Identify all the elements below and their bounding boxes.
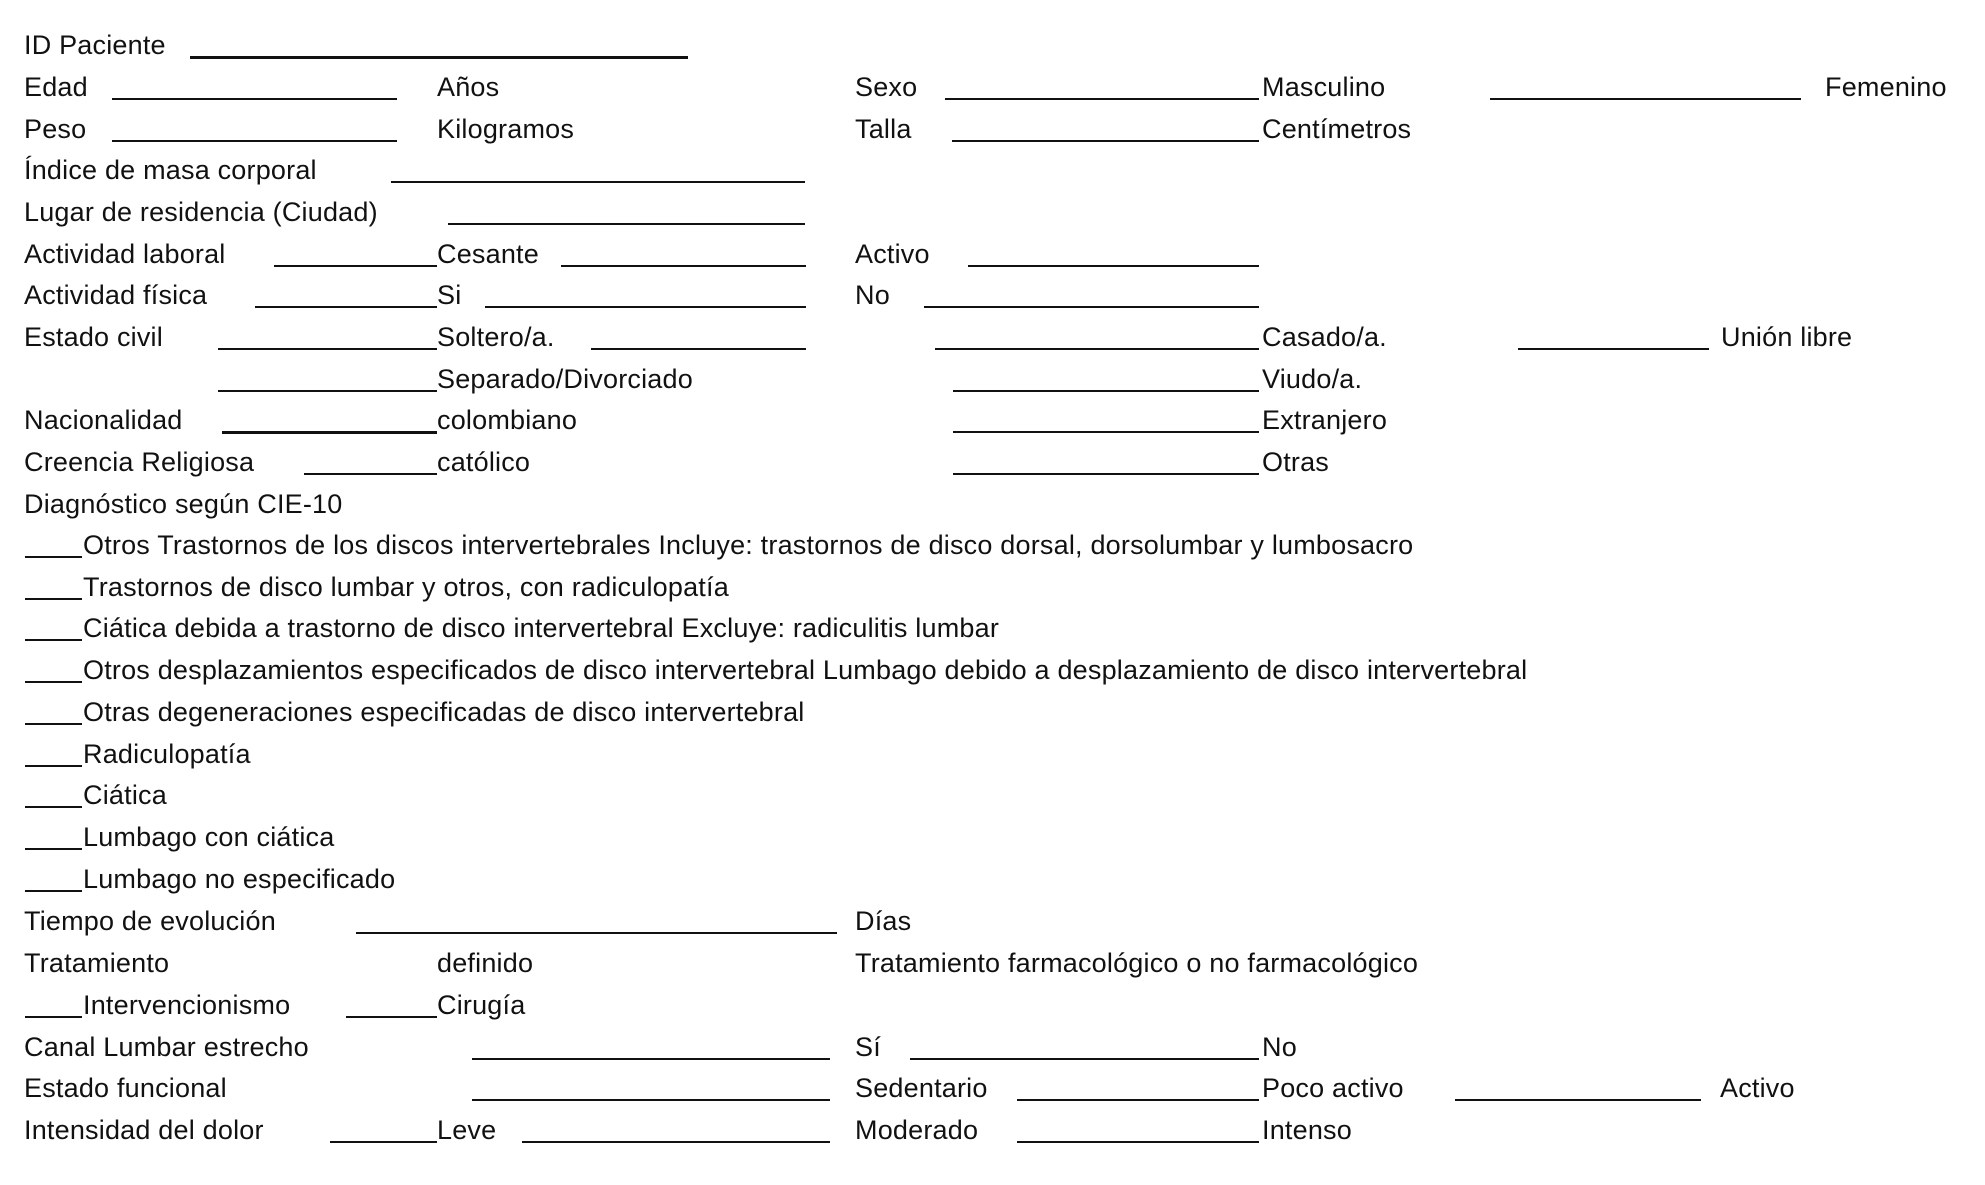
work-active-option: Activo — [855, 239, 930, 269]
religion-catholic-field[interactable] — [304, 473, 437, 475]
treatment-surgery-field[interactable] — [346, 1016, 437, 1018]
patient-id-field[interactable] — [190, 56, 688, 59]
religion-catholic-option: católico — [437, 447, 531, 477]
sex-male-field[interactable] — [945, 98, 1259, 100]
physical-yes-field[interactable] — [255, 306, 437, 308]
religion-other-field[interactable] — [953, 473, 1259, 475]
evolution-time-label: Tiempo de evolución — [24, 906, 276, 936]
height-label: Talla — [855, 114, 912, 144]
work-active-field[interactable] — [968, 265, 1259, 267]
religion-label: Creencia Religiosa — [24, 447, 255, 477]
pain-intensity-label: Intensidad del dolor — [24, 1115, 264, 1145]
diagnosis-item-checkbox[interactable] — [25, 639, 82, 641]
diagnosis-item-label: Otros desplazamientos especificados de disco intervertebral Lumbago debido a desplazamiento de disco intervertebral — [83, 655, 1528, 685]
functional-sedentary-option: Sedentario — [855, 1073, 988, 1103]
marital-free-union-option: Unión libre — [1721, 322, 1853, 352]
diagnosis-item-checkbox[interactable] — [25, 890, 82, 892]
religion-other-option: Otras — [1262, 447, 1330, 477]
weight-field[interactable] — [112, 140, 397, 142]
evolution-time-unit: Días — [855, 906, 912, 936]
treatment-defined-option: definido — [437, 948, 534, 978]
diagnosis-item-checkbox[interactable] — [25, 598, 82, 600]
pain-intense-field[interactable] — [1017, 1141, 1259, 1143]
marital-widowed-option: Viudo/a. — [1262, 364, 1363, 394]
marital-separated-option: Separado/Divorciado — [437, 364, 693, 394]
functional-active-option: Activo — [1720, 1073, 1795, 1103]
treatment-surgery-option: Cirugía — [437, 990, 526, 1020]
patient-id-label: ID Paciente — [24, 30, 166, 60]
treatment-interventional-field[interactable] — [25, 1016, 82, 1018]
marital-married-option: Casado/a. — [1262, 322, 1387, 352]
physical-no-option: No — [855, 280, 890, 310]
marital-free-union-field[interactable] — [1518, 348, 1709, 350]
diagnosis-label: Diagnóstico según CIE-10 — [24, 489, 343, 519]
diagnosis-item-label: Trastornos de disco lumbar y otros, con radiculopatía — [83, 572, 729, 602]
marital-separated-field[interactable] — [218, 390, 437, 392]
narrow-canal-no-field[interactable] — [910, 1058, 1259, 1060]
treatment-interventional-option: Intervencionismo — [83, 990, 291, 1020]
treatment-pharma-option: Tratamiento farmacológico o no farmacológico — [855, 948, 1419, 978]
age-field[interactable] — [112, 98, 397, 100]
marital-married-field-a[interactable] — [591, 348, 806, 350]
work-active-field-a[interactable] — [561, 265, 806, 267]
physical-no-field[interactable] — [924, 306, 1259, 308]
functional-little-active-field[interactable] — [1017, 1099, 1259, 1101]
nationality-foreign-field[interactable] — [953, 431, 1259, 433]
weight-unit: Kilogramos — [437, 114, 575, 144]
height-field[interactable] — [952, 140, 1259, 142]
sex-female-option: Femenino — [1825, 72, 1947, 102]
diagnosis-item-checkbox[interactable] — [25, 681, 82, 683]
physical-activity-label: Actividad física — [24, 280, 208, 310]
weight-label: Peso — [24, 114, 87, 144]
marital-widowed-field[interactable] — [953, 390, 1259, 392]
functional-status-label: Estado funcional — [24, 1073, 227, 1103]
height-unit: Centímetros — [1262, 114, 1412, 144]
physical-no-field-a[interactable] — [485, 306, 806, 308]
nationality-foreign-option: Extranjero — [1262, 405, 1388, 435]
narrow-canal-no-option: No — [1262, 1032, 1297, 1062]
age-label: Edad — [24, 72, 88, 102]
pain-intense-option: Intenso — [1262, 1115, 1352, 1145]
nationality-colombian-field[interactable] — [222, 431, 437, 434]
sex-female-field[interactable] — [1490, 98, 1801, 100]
marital-single-option: Soltero/a. — [437, 322, 555, 352]
pain-moderate-option: Moderado — [855, 1115, 979, 1145]
bmi-field[interactable] — [391, 181, 805, 183]
diagnosis-item-checkbox[interactable] — [25, 806, 82, 808]
work-unemployed-field[interactable] — [274, 265, 437, 267]
narrow-canal-yes-option: Sí — [855, 1032, 881, 1062]
diagnosis-item-checkbox[interactable] — [25, 765, 82, 767]
diagnosis-item-checkbox[interactable] — [25, 848, 82, 850]
pain-moderate-field[interactable] — [522, 1141, 830, 1143]
diagnosis-item-label: Ciática debida a trastorno de disco intervertebral Excluye: radiculitis lumbar — [83, 613, 1000, 643]
functional-little-active-option: Poco activo — [1262, 1073, 1404, 1103]
residence-field[interactable] — [448, 223, 805, 225]
work-unemployed-option: Cesante — [437, 239, 539, 269]
work-activity-label: Actividad laboral — [24, 239, 226, 269]
sex-male-option: Masculino — [1262, 72, 1386, 102]
evolution-time-field[interactable] — [356, 932, 837, 934]
nationality-label: Nacionalidad — [24, 405, 183, 435]
narrow-canal-label: Canal Lumbar estrecho — [24, 1032, 309, 1062]
narrow-canal-yes-field[interactable] — [472, 1058, 830, 1060]
nationality-colombian-option: colombiano — [437, 405, 578, 435]
diagnosis-item-checkbox[interactable] — [25, 556, 82, 558]
sex-label: Sexo — [855, 72, 918, 102]
physical-yes-option: Si — [437, 280, 462, 310]
marital-single-field[interactable] — [218, 348, 437, 350]
diagnosis-item-label: Otras degeneraciones especificadas de disco intervertebral — [83, 697, 805, 727]
diagnosis-item-label: Lumbago con ciática — [83, 822, 335, 852]
marital-married-field[interactable] — [935, 348, 1259, 350]
bmi-label: Índice de masa corporal — [24, 155, 317, 185]
treatment-label: Tratamiento — [24, 948, 170, 978]
diagnosis-item-label: Radiculopatía — [83, 739, 251, 769]
functional-sedentary-field[interactable] — [472, 1099, 830, 1101]
diagnosis-item-label: Lumbago no especificado — [83, 864, 396, 894]
diagnosis-item-checkbox[interactable] — [25, 723, 82, 725]
functional-active-field[interactable] — [1455, 1099, 1701, 1101]
residence-label: Lugar de residencia (Ciudad) — [24, 197, 378, 227]
pain-mild-field[interactable] — [330, 1141, 437, 1143]
diagnosis-item-label: Otros Trastornos de los discos intervertebrales Incluye: trastornos de disco dorsal, dorsolumbar y lumbosacro — [83, 530, 1414, 560]
marital-status-label: Estado civil — [24, 322, 163, 352]
diagnosis-item-label: Ciática — [83, 780, 167, 810]
pain-mild-option: Leve — [437, 1115, 497, 1145]
age-unit: Años — [437, 72, 500, 102]
